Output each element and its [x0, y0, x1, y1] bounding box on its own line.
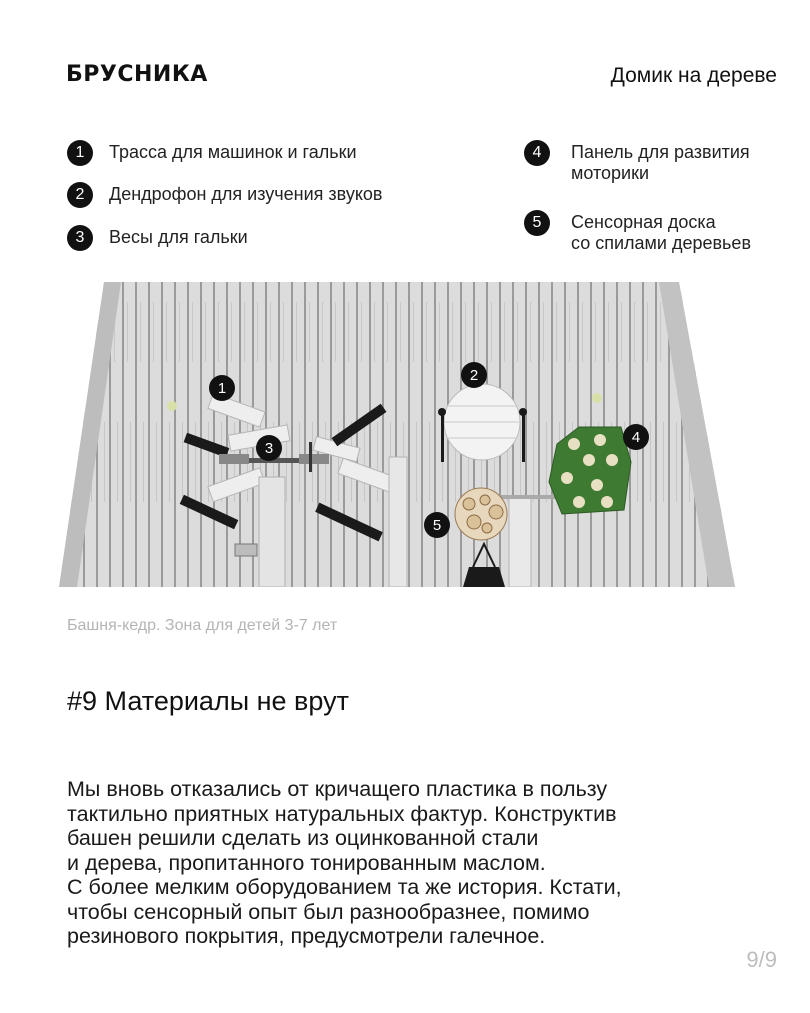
marker-5	[424, 512, 450, 538]
svg-text:1: 1	[217, 380, 227, 397]
decor-bird-left	[167, 401, 177, 411]
legend-label: Панель для развития моторики	[571, 142, 750, 183]
page-title: Домик на дереве	[610, 64, 777, 87]
board-pole	[509, 497, 531, 587]
legend-number-badge: 5	[524, 210, 550, 236]
marker-2	[461, 362, 487, 388]
svg-text:2: 2	[469, 367, 479, 384]
tower-illustration	[59, 282, 735, 587]
legend-item-1	[67, 140, 357, 166]
small-bucket	[235, 544, 257, 556]
tree-slices-board	[455, 488, 507, 540]
svg-text:4: 4	[631, 429, 641, 446]
legend-label: Сенсорная доска со спилами деревьев	[571, 212, 752, 253]
legend-item-4	[524, 140, 750, 184]
support-pole	[259, 477, 285, 587]
section-heading: #9 Материалы не врут	[67, 686, 349, 716]
legend-item-5	[524, 210, 751, 254]
page-number: 9/9	[746, 947, 777, 972]
legend-label: Трасса для машинок и гальки	[109, 142, 357, 162]
legend-number-badge: 3	[67, 225, 93, 251]
body-paragraph: Мы вновь отказались от кричащего пластика в пользу тактильно приятных натуральных фактур. Конструктив башен решили сделать из оцинкованной стали и дерева, пропитанного тонированным маслом. С более мелким оборудованием та же история. Кстати, чтобы сенсорный опыт был разнообразнее, помимо резинового покрытия, предусмотрели галечное.	[67, 777, 622, 948]
board-rail	[499, 495, 559, 499]
svg-text:3: 3	[264, 440, 274, 457]
legend-number-badge: 1	[67, 140, 93, 166]
legend-number-badge: 2	[67, 182, 93, 208]
illustration-caption: Башня-кедр. Зона для детей 3-7 лет	[67, 617, 338, 634]
motor-skills-panel	[549, 427, 631, 514]
brand-logo: БРУСНИКА	[66, 62, 208, 87]
marker-4	[623, 424, 649, 450]
hanging-bag	[463, 567, 505, 587]
marker-1	[209, 375, 235, 401]
marker-3	[256, 435, 282, 461]
legend-label: Дендрофон для изучения звуков	[109, 184, 383, 204]
legend-item-2	[67, 182, 383, 208]
legend-item-3	[67, 225, 248, 251]
legend-number-badge: 4	[524, 140, 550, 166]
support-pole-2	[389, 457, 407, 587]
svg-text:5: 5	[432, 517, 442, 534]
decor-bird-right	[592, 393, 602, 403]
legend-label: Весы для гальки	[109, 227, 248, 247]
